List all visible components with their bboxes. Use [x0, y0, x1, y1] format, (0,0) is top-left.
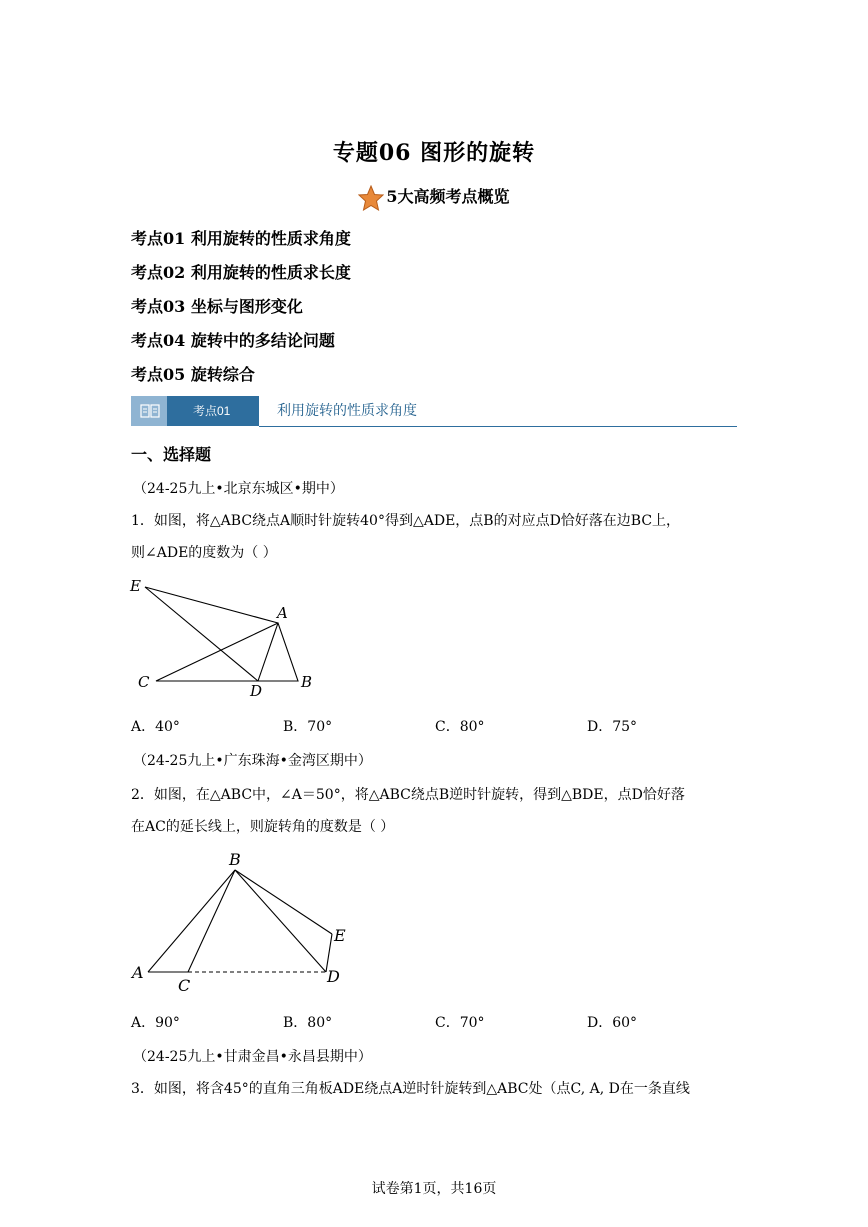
- q1-label-d: D: [250, 682, 263, 700]
- overview-heading: [0, 184, 868, 211]
- question-1-source: （24-25九上•北京东城区•期中）: [133, 481, 344, 497]
- q1-label-b: B: [301, 673, 313, 691]
- banner-title: 利用旋转的性质求角度: [277, 403, 417, 419]
- q2-option-a: A．90°: [131, 1015, 180, 1031]
- q1-label-c: C: [138, 673, 150, 691]
- q1-label-a: A: [277, 604, 288, 622]
- book-icon: [140, 404, 160, 418]
- section-heading: 一、选择题: [131, 445, 212, 464]
- q1-option-c: C．80°: [435, 719, 485, 735]
- page-footer: 试卷第1页，共16页: [371, 1181, 497, 1197]
- question-3-line-1: 3．如图，将含45°的直角三角板ADE绕点A逆时针旋转到△ABC处（点C, A, D在一条直线: [131, 1081, 690, 1097]
- question-2-figure: [126, 848, 356, 998]
- q2-label-b: B: [229, 850, 241, 869]
- question-2-source: （24-25九上•广东珠海•金湾区期中）: [133, 753, 372, 769]
- question-2-line-2: 在AC的延长线上，则旋转角的度数是（ ）: [131, 819, 395, 835]
- q2-option-b: B．80°: [283, 1015, 333, 1031]
- star-icon: [358, 185, 384, 211]
- toc-item-5: 考点05 旋转综合: [131, 365, 255, 384]
- banner-label: 考点01: [193, 404, 231, 418]
- q2-label-e: E: [334, 926, 346, 945]
- q1-option-b: B．70°: [283, 719, 333, 735]
- q2-label-d: D: [327, 967, 340, 986]
- question-2-line-1: 2．如图，在△ABC中，∠A＝50°，将△ABC绕点B逆时针旋转，得到△BDE，点D恰好落: [131, 787, 685, 803]
- q2-label-a: A: [132, 963, 144, 982]
- toc-item-1: 考点01 利用旋转的性质求角度: [131, 229, 351, 248]
- toc-item-3: 考点03 坐标与图形变化: [131, 297, 303, 316]
- page-title: 专题06 图形的旋转: [332, 140, 536, 166]
- toc-item-4: 考点04 旋转中的多结论问题: [131, 331, 335, 350]
- question-3-source: （24-25九上•甘肃金昌•永昌县期中）: [133, 1049, 372, 1065]
- q1-label-e: E: [130, 577, 141, 595]
- toc-item-2: 考点02 利用旋转的性质求长度: [131, 263, 351, 282]
- question-1-line-2: 则∠ADE的度数为（ ）: [131, 545, 277, 561]
- q1-option-a: A．40°: [131, 719, 180, 735]
- q1-option-d: D．75°: [587, 719, 638, 735]
- q2-option-c: C．70°: [435, 1015, 485, 1031]
- question-1-figure: [126, 574, 326, 702]
- topic-banner: [131, 396, 737, 430]
- q2-option-d: D．60°: [587, 1015, 638, 1031]
- q2-label-c: C: [178, 976, 191, 995]
- question-1-line-1: 1．如图，将△ABC绕点A顺时针旋转40°得到△ADE，点B的对应点D恰好落在边BC上，: [131, 513, 681, 529]
- overview-text: 5大高频考点概览: [386, 187, 510, 206]
